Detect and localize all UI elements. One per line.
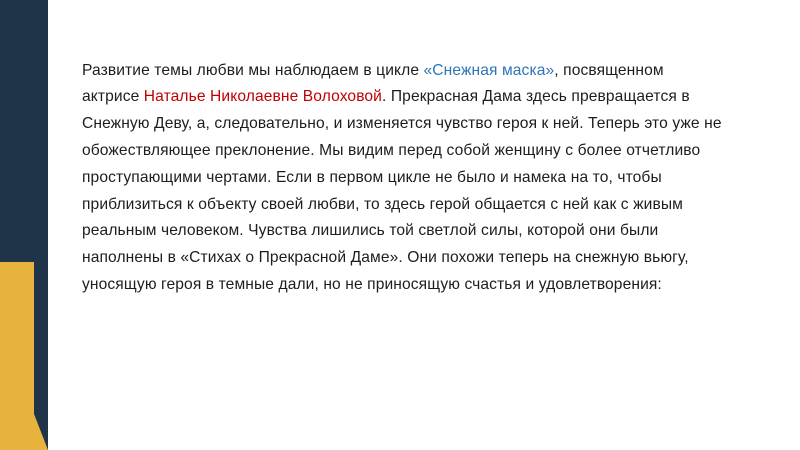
paragraph-part-2: , посвященном актрисе [82,61,664,106]
highlight-cycle-title: «Снежная маска» [423,61,555,79]
paragraph-part-3: . Прекрасная Дама здесь превращается в Снежную Деву, а, следовательно, и изменяется чувство героя к ней. Теперь это уже не обожествляющее преклонение. Мы видим перед собой женщину с более отчетливо проступающими чертами. Если в первом цикле не было и намека на то, чтобы приблизиться к объекту своей любви, то здесь герой общается с ней как с живым реальным человеком. Чувства лишились той светлой силы, которой они были наполнены в «Стихах о Прекрасной Даме». Они похожи теперь на снежную вьюгу, уносящую героя в темные дали, но не приносящую счастья и удовлетворения: [82,88,722,294]
decorative-bar-gold [0,262,34,450]
decorative-bar-dark-top [0,0,34,262]
decorative-bar-dark-inner [34,0,48,450]
highlight-person-name: Наталье Николаевне Волоховой [143,88,382,106]
slide-content [82,42,724,315]
paragraph-part-1: Развитие темы любви мы наблюдаем в цикле [82,61,424,79]
decorative-corner-gold [34,414,48,450]
body-paragraph [82,58,724,299]
